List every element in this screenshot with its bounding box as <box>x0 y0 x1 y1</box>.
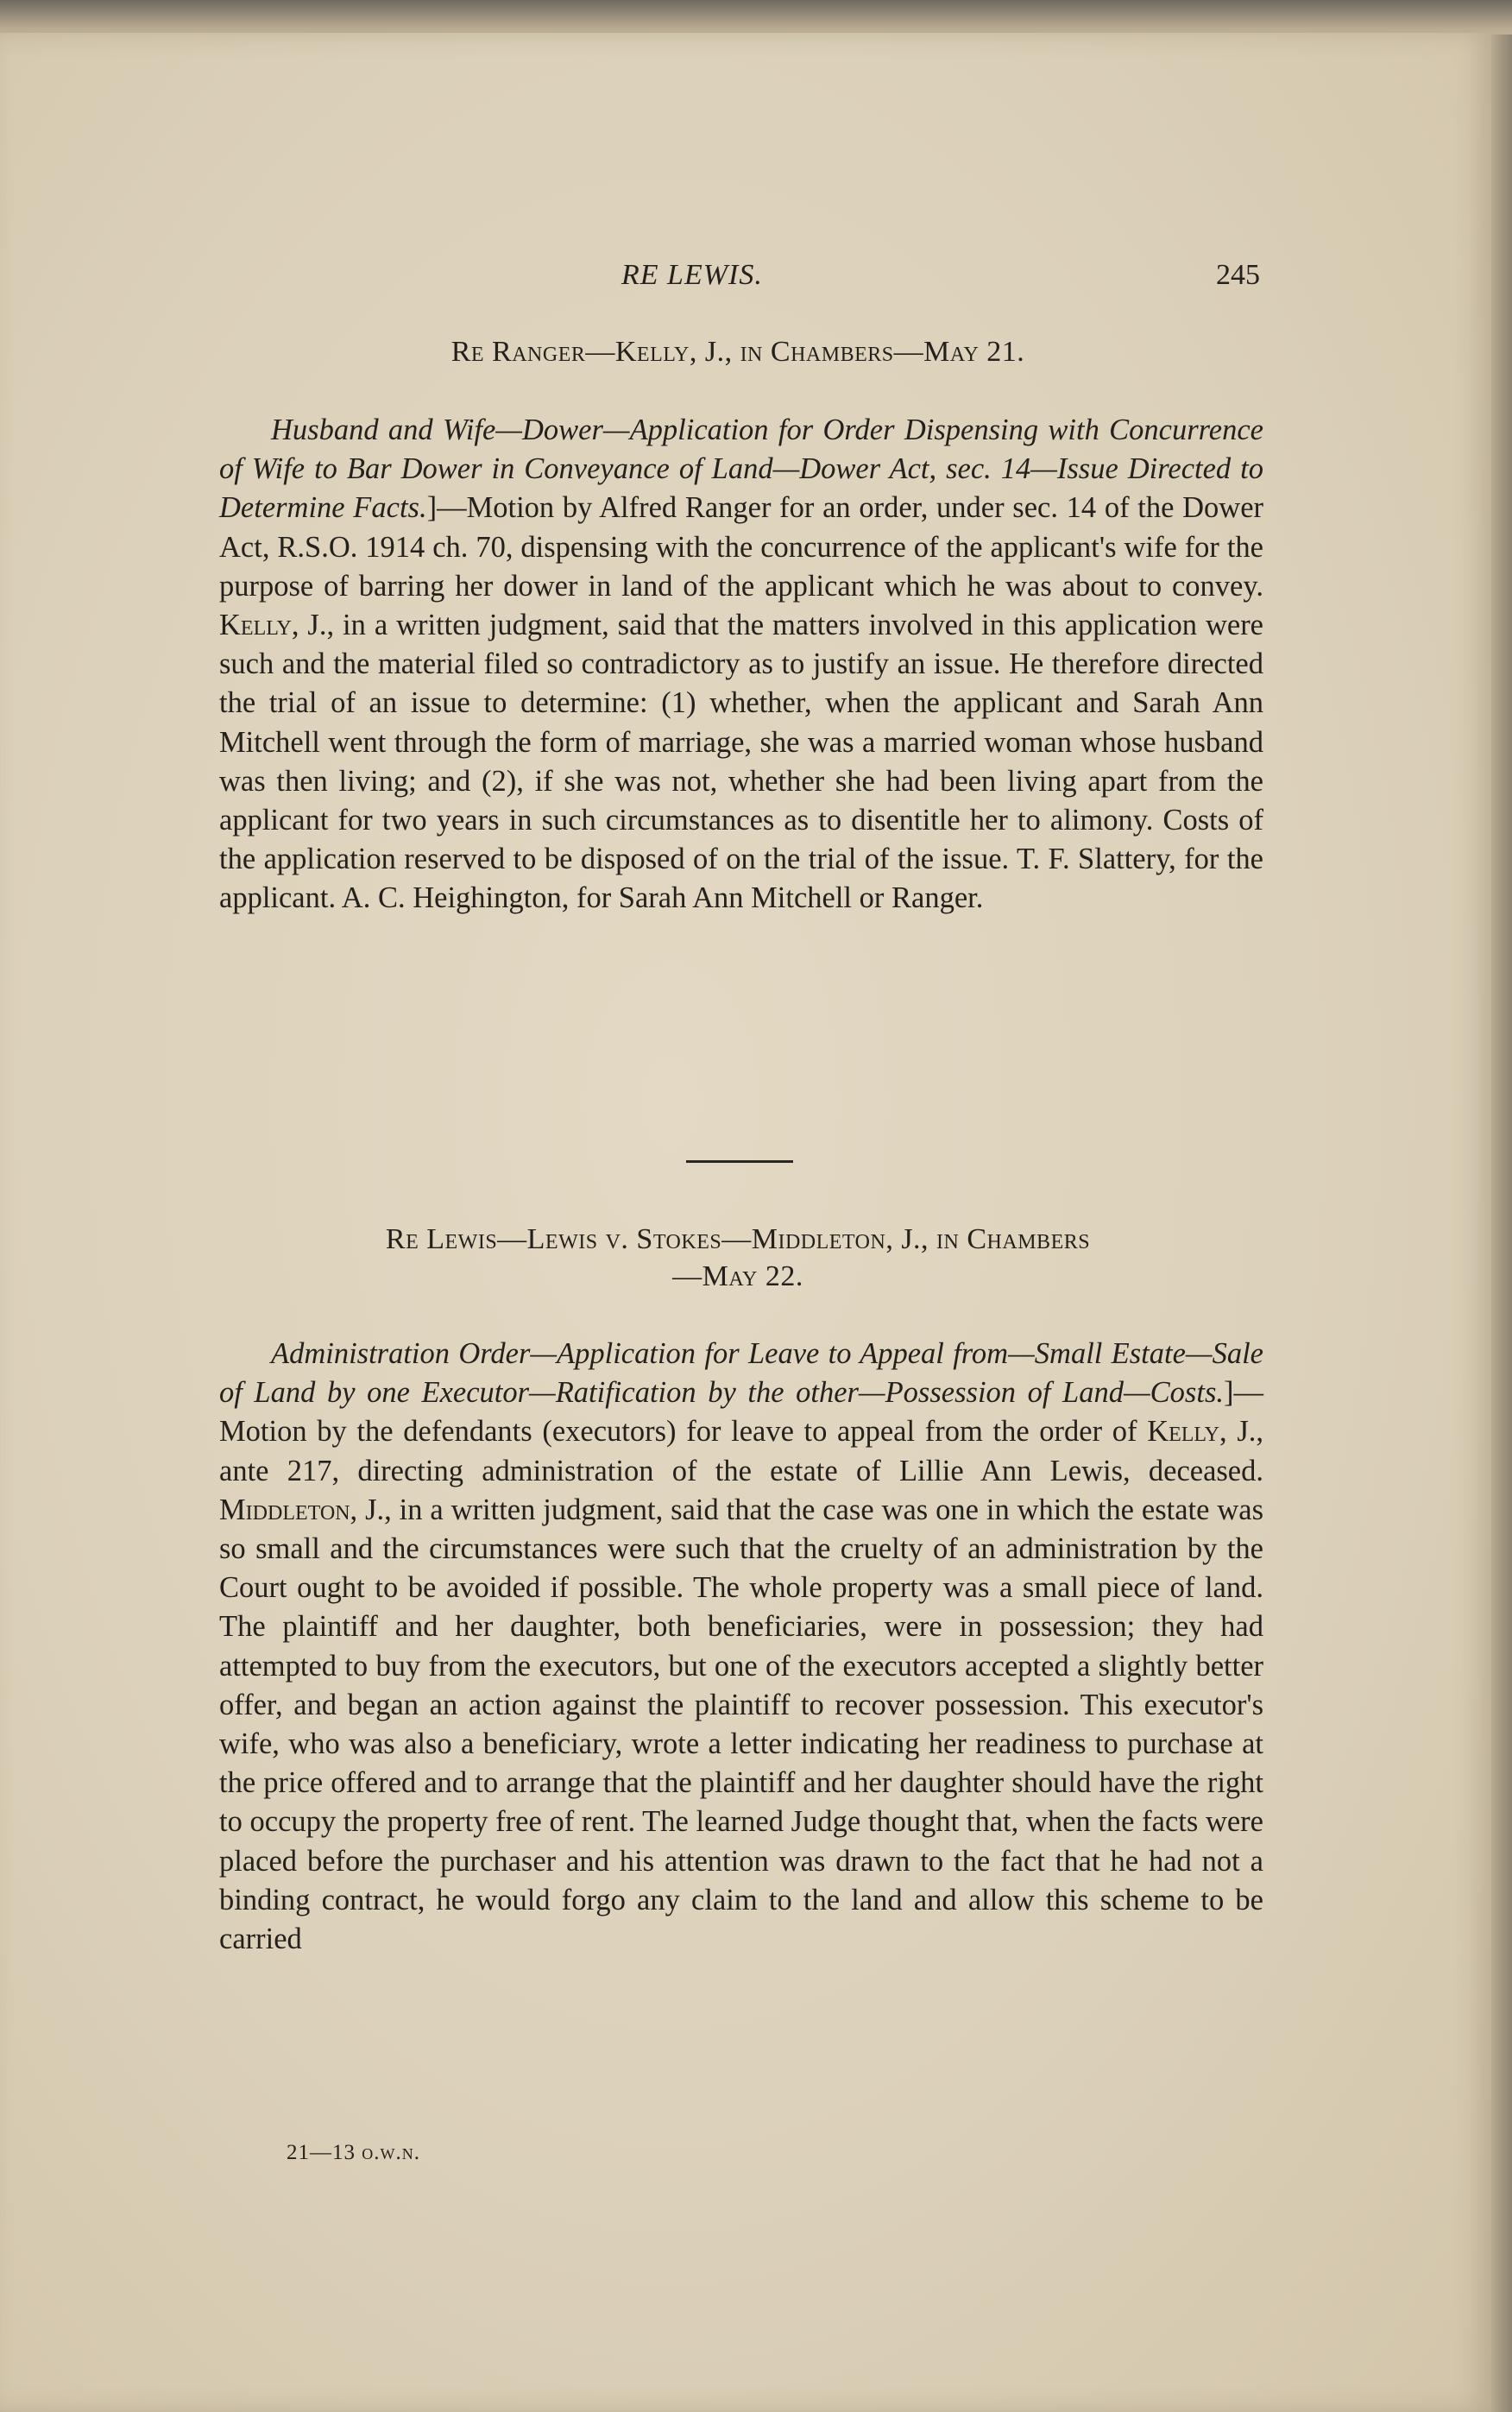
running-head <box>216 259 1260 302</box>
book-page <box>0 33 1491 2412</box>
case-heading-lewis-line1: Re Lewis—Lewis v. Stokes—Middleton, J., in Chambers <box>385 1223 1091 1255</box>
judge-name-kelly-2: Kelly <box>1147 1415 1220 1449</box>
case-heading-lewis <box>216 1221 1260 1295</box>
case-body-ranger <box>219 411 1263 919</box>
body-text-lewis-3: , J., in a written judgment, said that the case was one in which the estate was so small and the circumstances were such that the cruelty of an administration by the Court ought to be avoided if possible. The whole property was a small piece of land. The plaintiff and her daughter, both beneficiaries, were in possession; they had attempted to buy from the executors, but one of the executors accepted a slightly better offer, and began an action against the plaintiff to recover possession. This executor's wife, who was also a beneficiary, wrote a letter indicating her readiness to purchase at the price offered and to arrange that the plaintiff and her daughter should have the right to occupy the property free of rent. The learned Judge thought that, when the facts were placed before the purchaser and his attention was drawn to the fact that he had not a binding contract, he would forgo any claim to the land and allow this scheme to be carried <box>219 1493 1263 1956</box>
right-page-edge <box>1491 35 1512 2412</box>
headnote-lewis: Administration Order—Application for Leave to Appeal from—Small Estate—Sale of Land by one Executor—Ratification by the other—Possession of Land—Costs. <box>219 1337 1263 1410</box>
body-text-lewis-1: ]—Motion by the defendants (executors) for leave to appeal from the order of <box>219 1376 1263 1449</box>
body-text-lewis-2: , J., ante 217, directing administration of the estate of Lillie Ann Lewis, deceased. <box>219 1415 1263 1487</box>
body-text-ranger-2: , J., in a written judgment, said that the matters involved in this application were such and the material filed so contradictory as to justify an issue. He therefore directed the trial of an issue to determine: (1) whether, when the applicant and Sarah Ann Mitchell went through the form of marriage, she was a married woman whose husband was then living; and (2), if she was not, whether she had been living apart from the applicant for two years in such circumstances as to disentitle her to alimony. Costs of the application reserved to be disposed of on the trial of the issue. T. F. Slattery, for the applicant. A. C. Heighington, for Sarah Ann Mitchell or Ranger. <box>219 609 1263 915</box>
running-title: RE LEWIS. <box>621 259 763 291</box>
judge-name-middleton: Middleton <box>219 1493 350 1526</box>
section-divider <box>686 1160 793 1163</box>
case-body-lewis <box>219 1335 1263 1959</box>
case-heading-lewis-line2: —May 22. <box>672 1260 803 1292</box>
body-text-ranger-1: ]—Motion by Alfred Ranger for an order, under sec. 14 of the Dower Act, R.S.O. 1914 ch. 70, dispensing with the concurrence of the applicant's wife for the purpose of barring her dower in land of the applicant which he was about to convey. <box>219 491 1263 603</box>
printer-signature: 21—13 o.w.n. <box>287 2141 420 2164</box>
headnote-ranger: Husband and Wife—Dower—Application for Order Dispensing with Concurrence of Wife to Bar Dower in Conveyance of Land—Dower Act, sec. 14—Issue Directed to Determine Facts. <box>219 414 1263 525</box>
page-number: 245 <box>1216 259 1260 291</box>
judge-name-kelly: Kelly <box>219 609 292 642</box>
case-heading-ranger: Re Ranger—Kelly, J., in Chambers—May 21. <box>450 336 1025 368</box>
